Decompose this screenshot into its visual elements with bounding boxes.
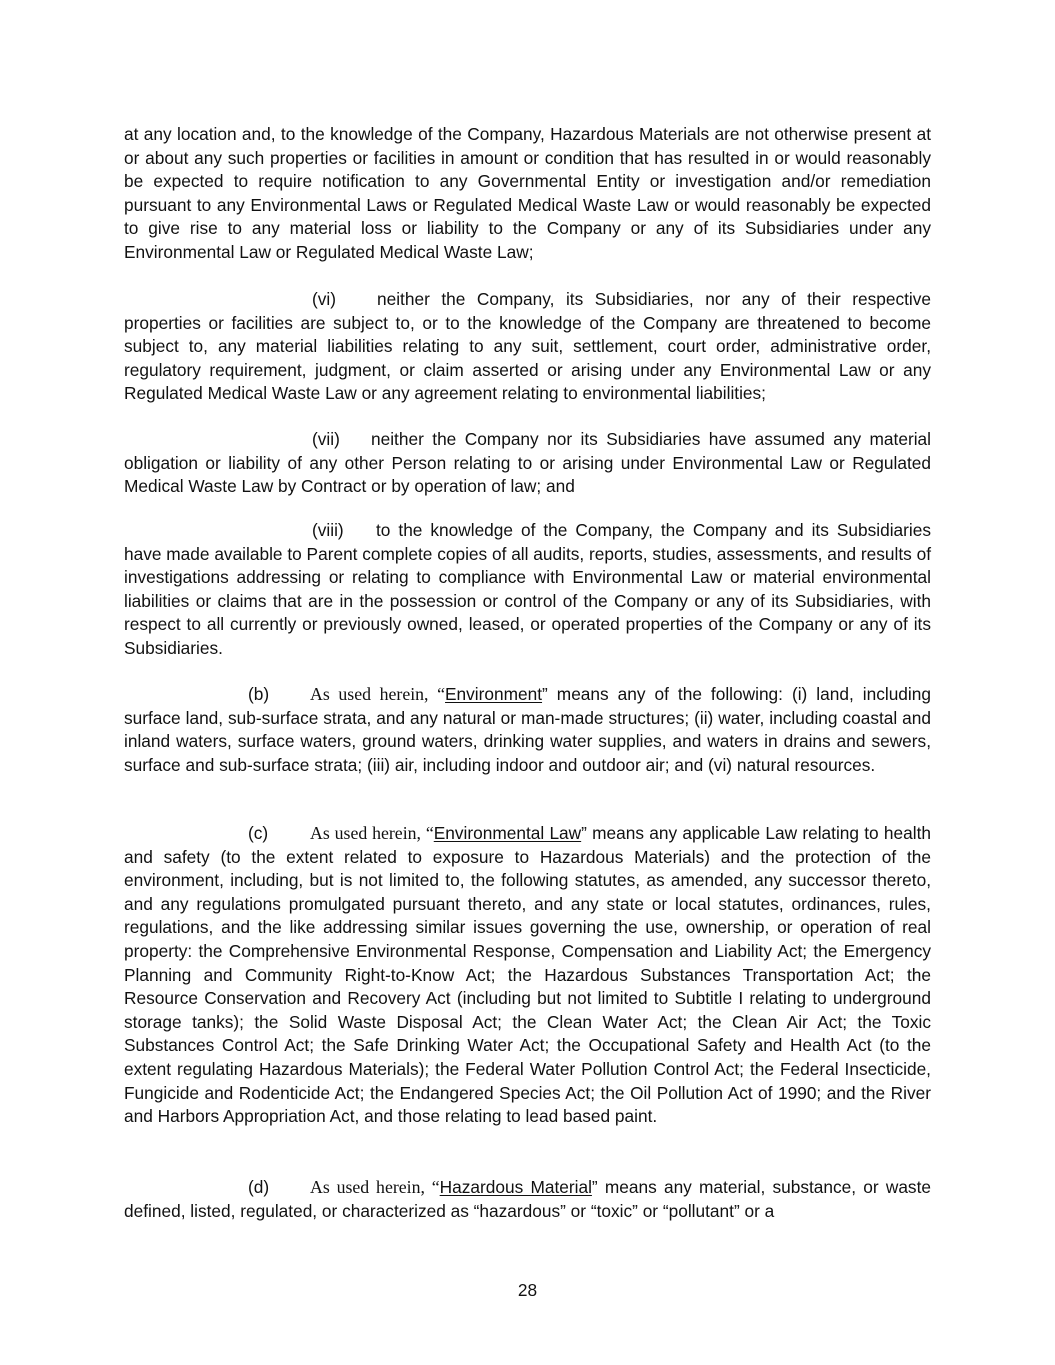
paragraph-continued: at any location and, to the knowledge of the Company, Hazardous Materials are not otherwise present at or about any such properties or facilities in amount or condition that has resulted in or would reasonably be expected to require notification to any Governmental Entity or investigation and/or remediation pursuant to any Environmental Laws or Regulated Medical Waste Law or would reasonably be expected to give rise to any material loss or liability to the Company or any of its Subsidiaries under any Environmental Law or Regulated Medical Waste Law; [124, 124, 931, 262]
defined-term-environment: Environment [445, 684, 543, 704]
lead-d: As used herein, “ [310, 1177, 440, 1197]
section-label-d: (d) [248, 1177, 270, 1197]
definition-text-c: ” means any applicable Law relating to health and safety (to the extent related to exposure to Hazardous Materials) and the protection of the environment, including, but is not limited to, the following statutes, as amended, any successor thereto, and any regulations promulgated pursuant thereto, and any state or local statutes, ordinances, rules, regulations, and the like addressing similar issues governing the use, ownership, or operation of real property: the Comprehensive Environmental Response, Compensation and Liability Act; the Emergency Planning and Community Right-to-Know Act; the Hazardous Substances Transportation Act; the Resource Conservation and Recovery Act (including but not limited to Subtitle I relating to underground storage tanks); the Solid Waste Disposal Act; the Clean Water Act; the Clean Air Act; the Toxic Substances Control Act; the Safe Drinking Water Act; the Occupational Safety and Health Act (to the extent regulating Hazardous Materials); the Federal Water Pollution Control Act; the Federal Insecticide, Fungicide and Rodenticide Act; the Endangered Species Act; the Oil Pollution Act of 1990; and the River and Harbors Appropriation Act, and those relating to lead based paint. [124, 823, 931, 1127]
definition-text-d: ” means any material, substance, or waste defined, listed, regulated, or characterized as “hazardous” or “toxic” or “pollutant” or a [124, 1177, 931, 1221]
clause-label-vii: (vii) [312, 429, 340, 449]
section-label-c: (c) [248, 823, 269, 843]
clause-label-vi: (vi) [312, 289, 336, 309]
definition-text-b: ” means any of the following: (i) land, including surface land, sub-surface strata, and any natural or man-made structures; (ii) water, including coastal and inland waters, surface waters, ground waters, drinking water supplies, and waters in drains and sewers, surface and sub-surface strata; (iii) air, including indoor and outdoor air; and (vi) natural resources. [124, 684, 931, 775]
paragraph-d [124, 1176, 931, 1223]
paragraph-c [124, 822, 931, 1129]
defined-term-hazardous-material: Hazardous Material [439, 1177, 592, 1197]
lead-c: As used herein, “ [310, 823, 434, 843]
clause-text-vi: neither the Company, its Subsidiaries, nor any of their respective properties or facilities are subject to, or to the knowledge of the Company are threatened to become subject to, any material liabilities relating to any suit, settlement, court order, administrative order, regulatory requirement, judgment, or claim asserted or arising under any Environmental Law or any Regulated Medical Waste Law or any agreement relating to environmental liabilities; [124, 289, 931, 404]
defined-term-environmental-law: Environmental Law [433, 823, 582, 843]
clause-text-viii: to the knowledge of the Company, the Company and its Subsidiaries have made available to Parent complete copies of all audits, reports, studies, assessments, and results of investigations addressing or relating to compliance with Environmental Law or material environmental liabilities or claims that are in the possession or control of the Company or any of its Subsidiaries, with respect to all currently or previously owned, leased, or operated properties of the Company or any of its Subsidiaries. [124, 520, 931, 658]
paragraph-vii [124, 428, 931, 499]
paragraph-vi [124, 288, 931, 406]
paragraph-b [124, 683, 931, 777]
clause-text-vii: neither the Company nor its Subsidiaries have assumed any material obligation or liability of any other Person relating to or arising under Environmental Law or Regulated Medical Waste Law by Contract or by operation of law; and [124, 429, 931, 497]
page-number: 28 [517, 1280, 538, 1300]
lead-b: As used herein, “ [310, 684, 446, 704]
section-label-b: (b) [248, 684, 270, 704]
paragraph-viii [124, 519, 931, 661]
clause-label-viii: (viii) [312, 520, 344, 540]
